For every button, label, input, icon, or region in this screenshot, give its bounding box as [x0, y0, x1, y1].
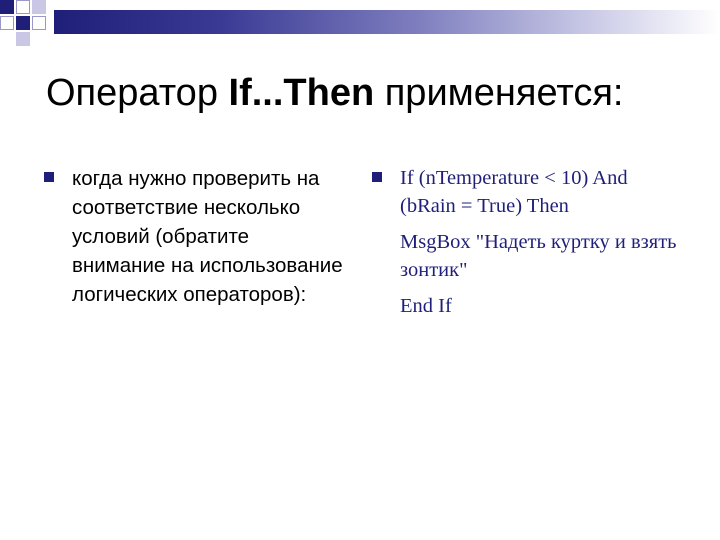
- code-line-endif: End If: [400, 295, 452, 317]
- deco-square: [32, 16, 46, 30]
- deco-square: [0, 0, 14, 14]
- code-line-msgbox: MsgBox "Надеть куртку и взять зонтик": [400, 231, 677, 281]
- code-block: [400, 164, 682, 320]
- left-column: [44, 164, 344, 309]
- left-bullet-text: когда нужно проверить на соответствие несколько условий (обратите внимание на использование логических операторов):: [72, 167, 343, 306]
- deco-square: [16, 32, 30, 46]
- deco-square: [16, 16, 30, 30]
- deco-square: [0, 16, 14, 30]
- title-suffix: применяется:: [384, 72, 624, 114]
- code-line-condition: If (nTemperature < 10) And (bRain = True) Then: [400, 167, 628, 217]
- title-keyword: If...Then: [228, 72, 375, 114]
- header-gradient-bar: [54, 10, 720, 34]
- header-decoration: [0, 0, 720, 50]
- bullet-square-icon: [372, 172, 382, 182]
- right-column: [372, 164, 682, 328]
- deco-square: [16, 0, 30, 14]
- bullet-square-icon: [44, 172, 54, 182]
- deco-square: [32, 0, 46, 14]
- title-prefix: Оператор: [46, 72, 218, 114]
- slide-title: [46, 72, 706, 115]
